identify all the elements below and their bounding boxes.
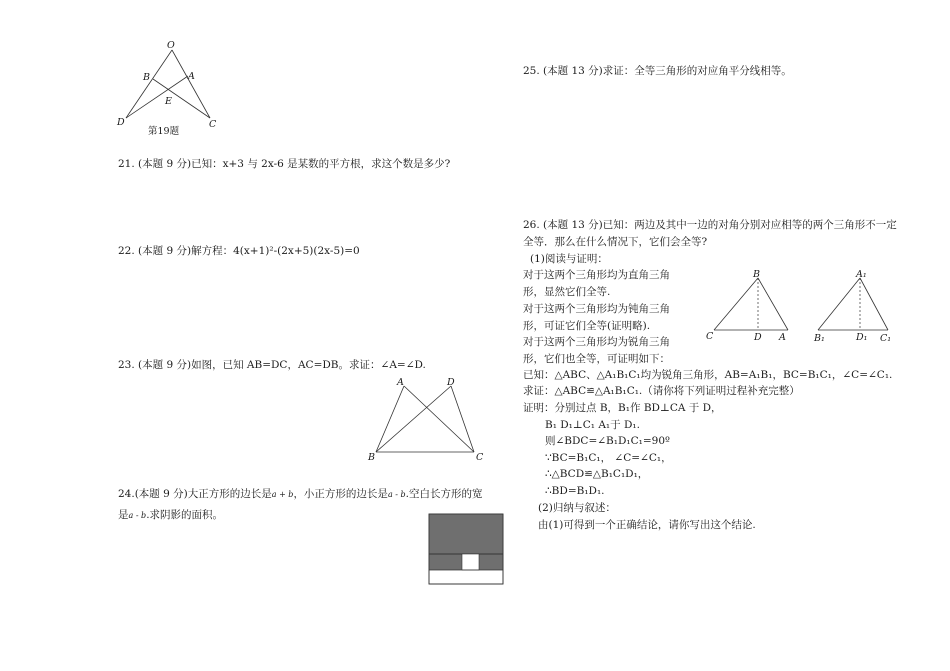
label-B: B: [753, 269, 760, 280]
label-B1: B₁: [814, 333, 825, 344]
line-BA: [376, 386, 404, 452]
expr-width: a - b: [128, 511, 147, 520]
question-26-intro-2: 全等．那么在什么情况下，它们会全等?: [523, 236, 708, 248]
figure-24: [429, 514, 505, 586]
small-square: [462, 554, 479, 570]
figure-19: [112, 38, 222, 136]
proof-line-4: ∴△BCD≌△B₁C₁D₁，: [545, 468, 649, 480]
label-A: A: [188, 71, 195, 82]
reading-line-3: 对于这两个三角形均为钝角三角: [523, 303, 670, 315]
question-21: 21. (本题 9 分)已知：x+3 与 2x-6 是某数的平方根，求这个数是多少?: [118, 158, 451, 170]
reading-line-5: 对于这两个三角形均为锐角三角: [523, 336, 670, 348]
proof-line-2: 则∠BDC=∠B₁D₁C₁=90º: [545, 435, 670, 447]
label-D: D: [754, 332, 762, 343]
expr-small-side: a - b: [387, 490, 406, 499]
question-22: 22. (本题 9 分)解方程：4(x+1)²-(2x+5)(2x-5)=0: [118, 245, 360, 257]
label-B: B: [143, 72, 150, 83]
question-24-line1: 24.(本题 9 分)大正方形的边长是a + b，小正方形的边长是a - b.空白长方形的宽: [118, 488, 483, 500]
label-C: C: [209, 119, 217, 130]
question-26-intro-1: 26. (本题 13 分)已知：两边及其中一边的对角分别对应相等的两个三角形不一定: [523, 219, 897, 231]
reading-line-1: 对于这两个三角形均为直角三角: [523, 269, 670, 281]
label-C: C: [706, 331, 714, 342]
question-26-part2: (2)归纳与叙述：: [538, 502, 616, 514]
given-statement: 已知：△ABC、△A₁B₁C₁均为锐角三角形，AB=A₁B₁，BC=B₁C₁，∠C=∠C₁.: [523, 369, 893, 381]
proof-line-5: ∴BD=B₁D₁.: [545, 485, 605, 497]
line-OD: [126, 50, 172, 118]
label-C1: C₁: [880, 333, 892, 344]
tri2-A1B1: [818, 278, 860, 330]
label-A: A: [397, 377, 404, 388]
label-D: D: [447, 377, 455, 388]
line-DC: [451, 386, 474, 452]
figure-26: [700, 265, 900, 345]
label-D: D: [117, 117, 125, 128]
proof-line-0: 证明：分别过点 B，B₁作 BD⊥CA 于 D，: [523, 402, 722, 414]
question-23: 23. (本题 9 分)如图，已知 AB=DC，AC=DB。求证：∠A=∠D.: [118, 359, 426, 371]
proof-line-3: ∵BC=B₁C₁， ∠C=∠C₁，: [545, 452, 672, 464]
label-A: A: [779, 332, 786, 343]
label-A1: A₁: [856, 269, 867, 280]
question-26-part1: (1)阅读与证明：: [530, 253, 608, 265]
tri1-BA: [758, 278, 788, 330]
figure-19-caption: 第19题: [148, 126, 180, 137]
figure-23: [364, 374, 494, 464]
reading-line-4: 形，可证它们全等(证明略).: [523, 320, 651, 332]
label-E: E: [165, 96, 172, 107]
proof-line-1: B₁ D₁⊥C₁ A₁于 D₁.: [545, 419, 640, 431]
tri1-BC: [714, 278, 758, 330]
label-B: B: [368, 452, 375, 463]
tri2-A1C1: [860, 278, 888, 330]
conclusion-prompt: 由(1)可得到一个正确结论，请你写出这个结论.: [538, 519, 756, 531]
expr-big-side: a + b: [271, 490, 294, 499]
reading-line-6: 形，它们也全等，可证明如下：: [523, 353, 670, 365]
line-AC: [404, 386, 474, 452]
question-24: [118, 487, 482, 523]
label-C: C: [476, 452, 484, 463]
label-O: O: [167, 40, 175, 51]
label-D1: D₁: [856, 332, 868, 343]
question-25: 25. (本题 13 分)求证：全等三角形的对应角平分线相等。: [523, 65, 792, 77]
line-BD: [376, 386, 451, 452]
prove-statement: 求证：△ABC≌△A₁B₁C₁.（请你将下列证明过程补充完整）: [523, 385, 800, 397]
line-CB: [153, 79, 210, 118]
line-OC: [172, 50, 210, 118]
reading-line-2: 形，显然它们全等.: [523, 286, 611, 298]
question-24-line2: 是a - b.求阴影的面积。: [118, 509, 224, 521]
